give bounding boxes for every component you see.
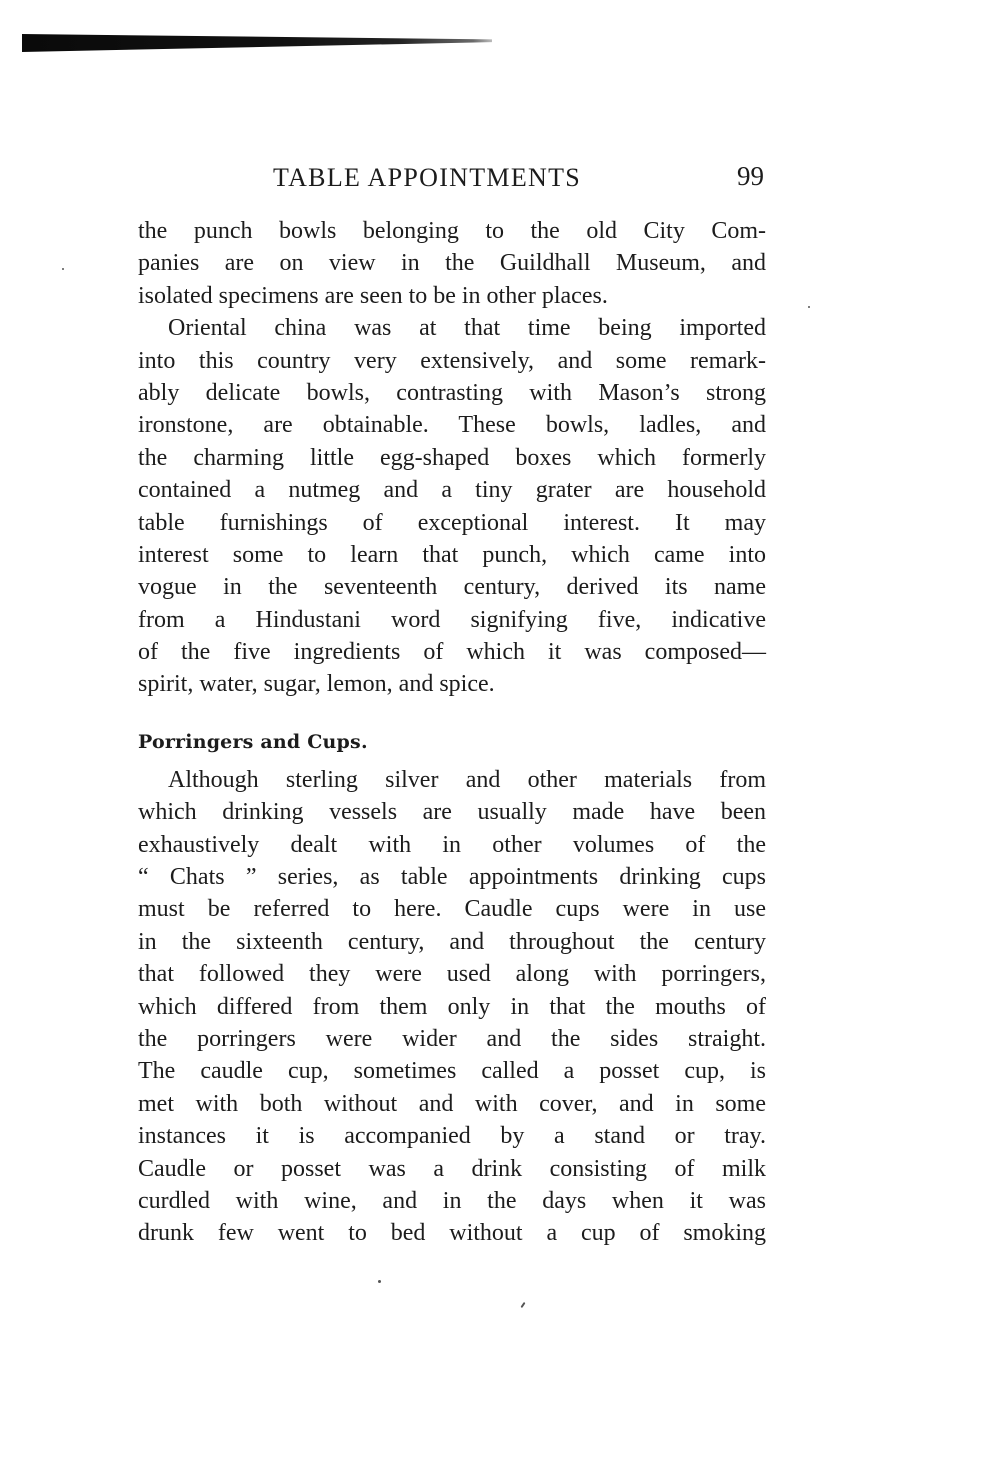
text-line: panies are on view in the Guildhall Museum, and (138, 250, 766, 277)
paragraph-continued (138, 215, 766, 312)
text-line: the punch bowls belonging to the old City Com- (138, 218, 766, 244)
text-line: drunk few went to bed without a cup of smoking (138, 1220, 766, 1247)
section-heading: Porringers and Cups. (138, 730, 368, 753)
text-line: spirit, water, sugar, lemon, and spice. (138, 671, 495, 698)
page-body (138, 215, 766, 1250)
running-title: TABLE APPOINTMENTS (273, 163, 582, 192)
scan-speck (808, 306, 810, 308)
text-line: interest some to learn that punch, which came into (138, 541, 766, 568)
text-line: ironstone, are obtainable. These bowls, ladles, and (138, 412, 766, 439)
text-line: instances it is accompanied by a stand or tray. (138, 1123, 766, 1150)
text-line: ably delicate bowls, contrasting with Mason’s strong (138, 379, 766, 406)
text-line: from a Hindustani word signifying five, indicative (138, 606, 766, 633)
page-number: 99 (737, 161, 764, 191)
scan-speck (62, 268, 64, 270)
text-line: isolated specimens are seen to be in other places. (138, 282, 608, 309)
text-line: vogue in the seventeenth century, derived its name (138, 574, 766, 601)
text-line: the charming little egg-shaped boxes which formerly (138, 444, 766, 471)
text-line: met with both without and with cover, and in some (138, 1090, 766, 1117)
text-line: in the sixteenth century, and throughout the century (138, 928, 766, 955)
paragraph-porringers (138, 764, 766, 1250)
text-line: The caudle cup, sometimes called a posset cup, is (138, 1058, 766, 1085)
text-line: table furnishings of exceptional interest. It may (138, 509, 766, 536)
text-line: the porringers were wider and the sides straight. (138, 1025, 766, 1052)
text-line: into this country very extensively, and some remark- (138, 347, 766, 374)
page-header (138, 161, 766, 195)
scan-speck (378, 1280, 381, 1283)
text-line: “ Chats ” series, as table appointments drinking cups (138, 864, 766, 891)
text-line: curdled with wine, and in the days when it was (138, 1187, 766, 1214)
paragraph-oriental-china (138, 312, 766, 701)
text-line: which differed from them only in that the mouths of (138, 993, 766, 1020)
scan-speck (520, 1302, 525, 1308)
text-line: must be referred to here. Caudle cups were in use (138, 896, 766, 923)
text-line: contained a nutmeg and a tiny grater are household (138, 477, 766, 504)
text-line: Caudle or posset was a drink consisting of milk (138, 1155, 766, 1182)
text-line: Although sterling silver and other materials from (168, 766, 766, 793)
scan-edge-mark (22, 34, 492, 52)
text-line: Oriental china was at that time being imported (168, 315, 766, 342)
text-line: of the five ingredients of which it was composed— (138, 639, 766, 666)
text-line: exhaustively dealt with in other volumes of the (138, 831, 766, 858)
text-line: that followed they were used along with porringers, (138, 961, 766, 988)
text-line: which drinking vessels are usually made have been (138, 799, 766, 826)
